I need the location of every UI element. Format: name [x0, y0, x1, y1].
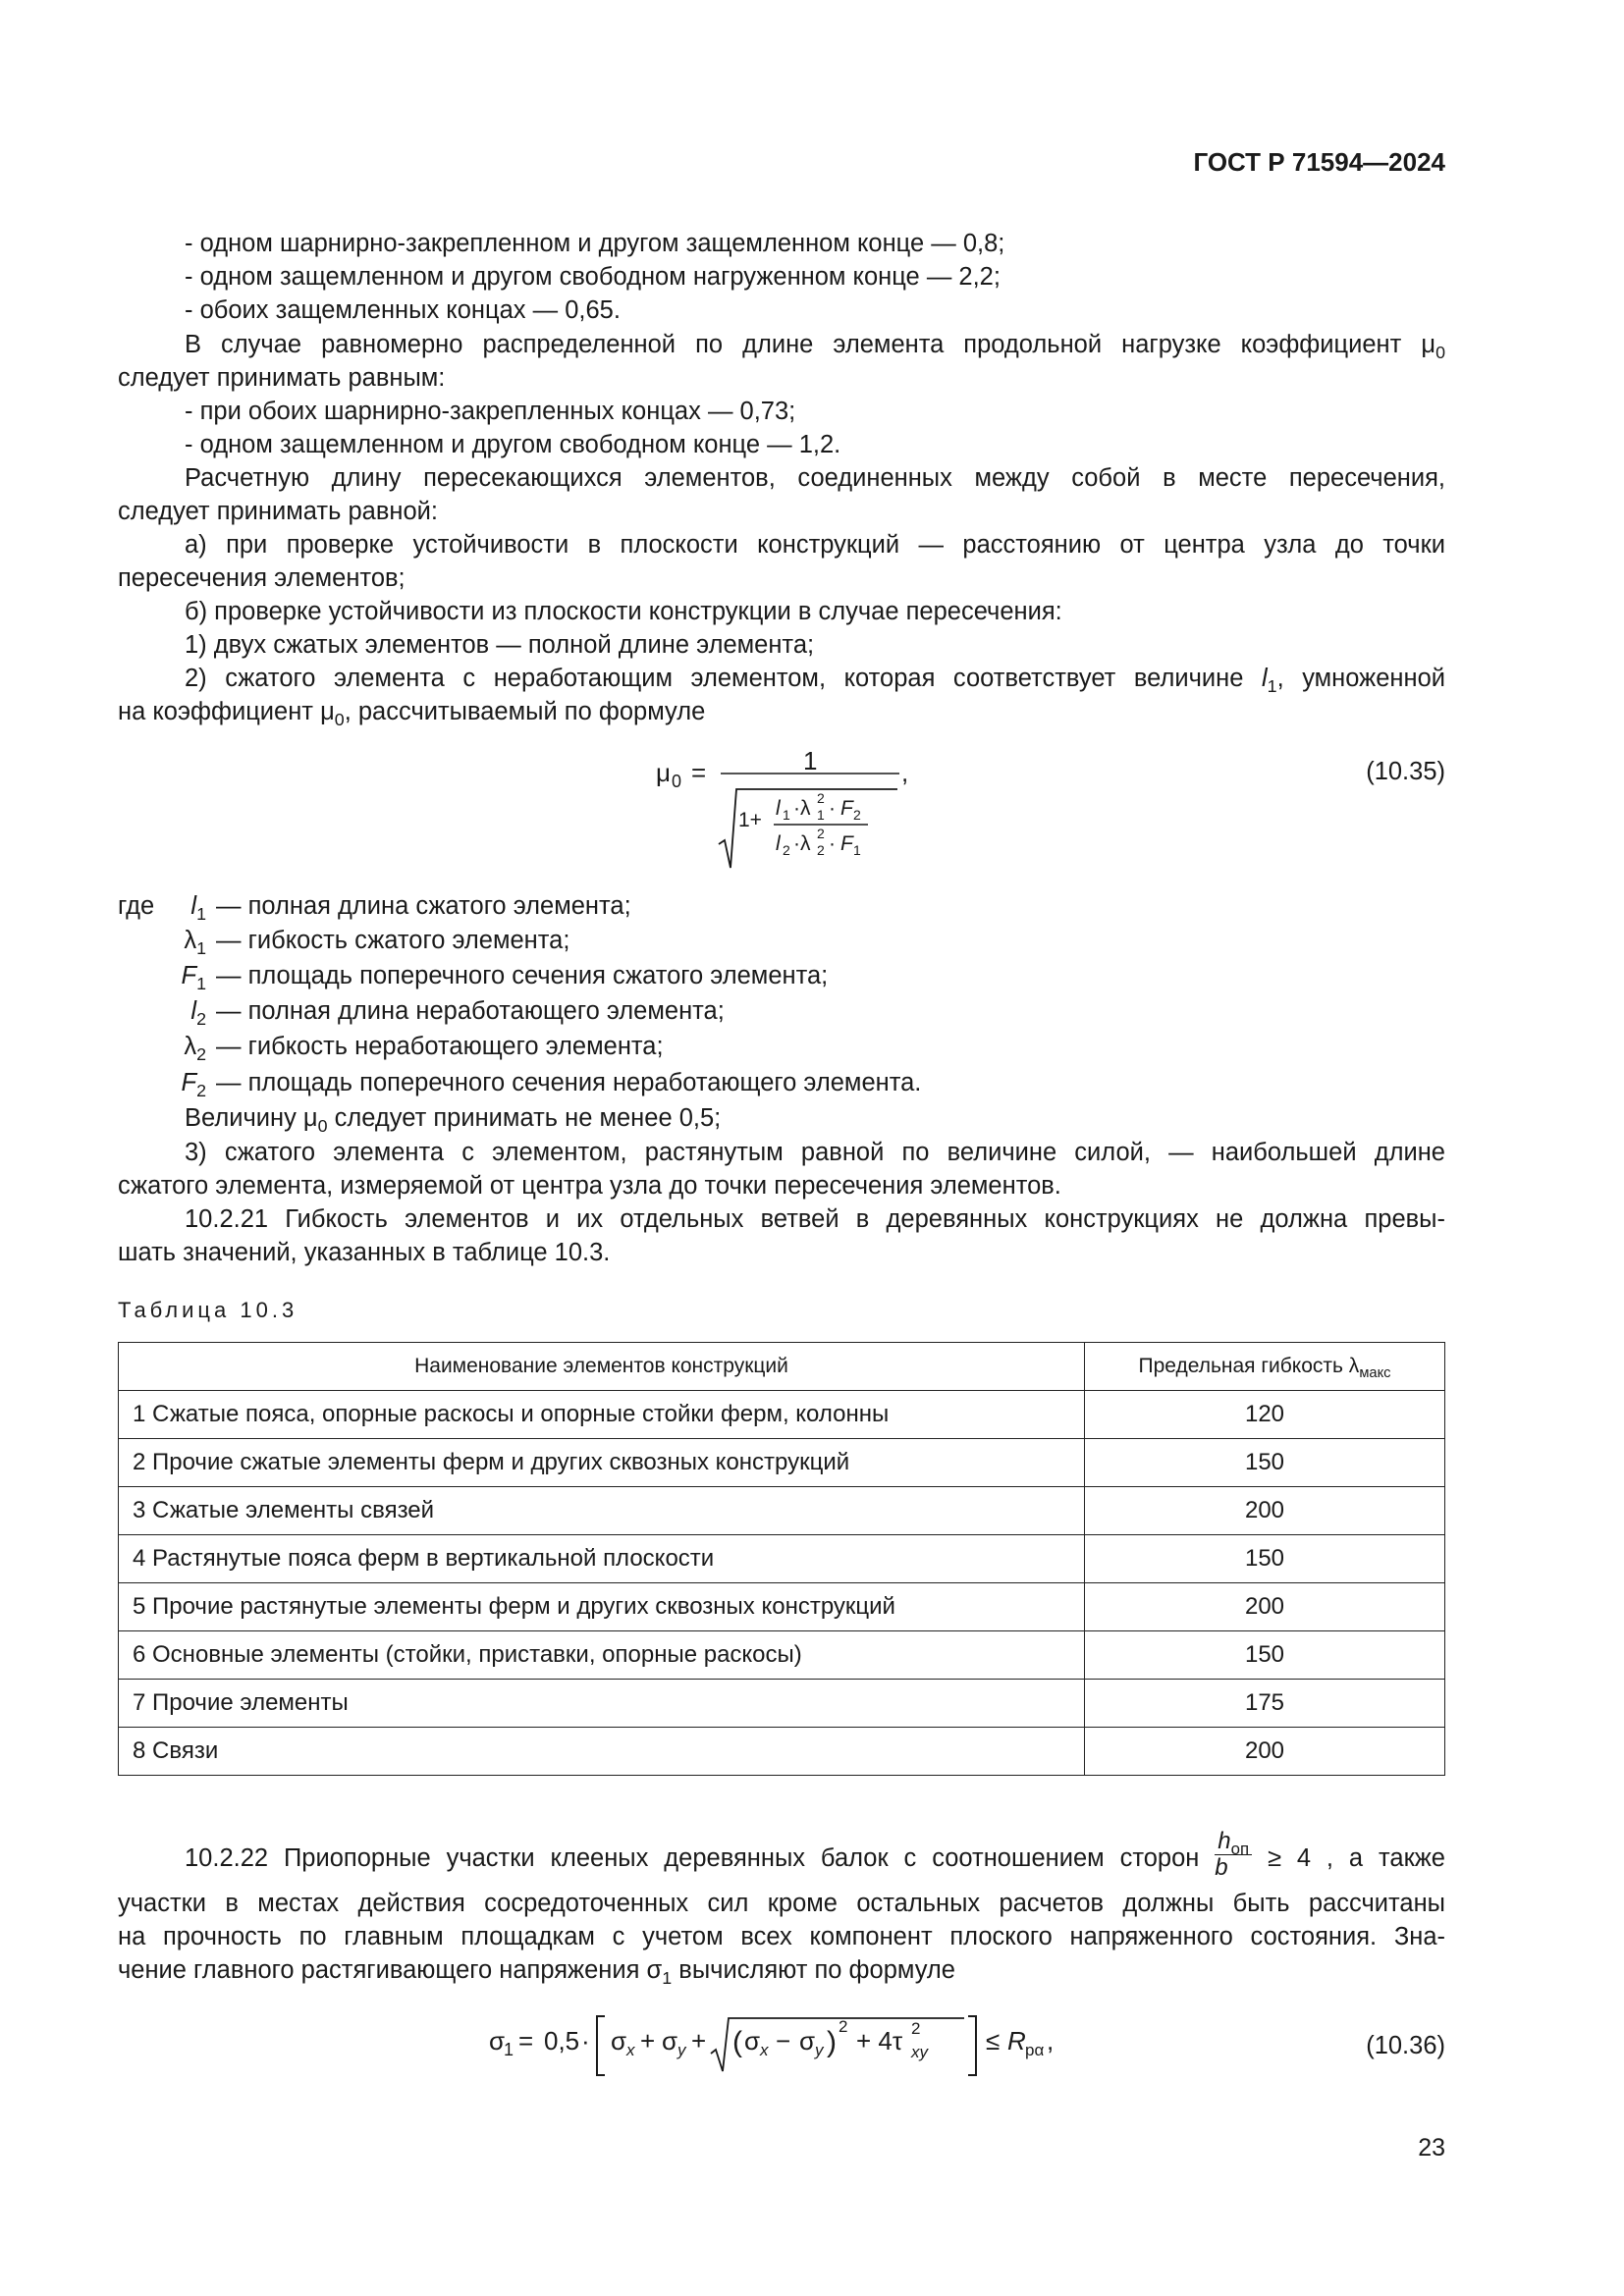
list-item: 1) двух сжатых элементов — полной длине элемента;: [185, 631, 815, 659]
list-item: - одном защемленном и другом свободном нагруженном конце — 2,2;: [185, 263, 1001, 291]
svg-text:): ): [827, 2026, 837, 2058]
svg-text:F: F: [840, 832, 853, 855]
svg-text:2: 2: [853, 807, 861, 823]
svg-text:+ 4τ: + 4τ: [856, 2026, 903, 2056]
cell-value: 150: [1085, 1631, 1445, 1680]
svg-text:y: y: [815, 2041, 824, 2059]
formula-one-plus: 1+: [738, 809, 762, 831]
formula-10-35-graphic: [652, 746, 937, 883]
svg-text:μ: μ: [656, 758, 671, 787]
formula-10-35: [652, 746, 937, 890]
cell-name: 7 Прочие элементы: [119, 1680, 1085, 1728]
svg-text:σ: σ: [489, 2026, 506, 2056]
paragraph-line: следует принимать равным:: [118, 364, 446, 392]
cell-name: 4 Растянутые пояса ферм в вертикальной плоскости: [119, 1535, 1085, 1583]
svg-text:,: ,: [901, 758, 909, 787]
cell-value: 175: [1085, 1680, 1445, 1728]
document-code: ГОСТ Р 71594—2024: [1193, 147, 1445, 177]
paragraph-line: 2) сжатого элемента с неработающим элементом, которая соответствует величине $l_1$, умноженной: [185, 665, 1445, 697]
svg-text:2: 2: [817, 826, 825, 841]
where-lead: где: [118, 892, 155, 920]
svg-text:2: 2: [839, 2017, 848, 2036]
cell-value: 200: [1085, 1487, 1445, 1535]
cell-name: 1 Сжатые пояса, опорные раскосы и опорные стойки ферм, колонны: [119, 1391, 1085, 1439]
paragraph-line: Величину $\mu_0$ следует принимать не менее 0,5;: [185, 1104, 722, 1137]
table-row: [119, 1728, 1445, 1776]
equation-number: (10.36): [1366, 2032, 1445, 2059]
table-row: [119, 1631, 1445, 1680]
list-item: - при обоих шарнирно-закрепленных концах — 0,73;: [185, 398, 796, 425]
cell-value: 200: [1085, 1728, 1445, 1776]
paragraph-line: а) при проверке устойчивости в плоскости конструкций — расстоянию от центра узла до точки: [185, 531, 1445, 559]
svg-text:·: ·: [581, 2026, 590, 2056]
list-item: - одном защемленном и другом свободном конце — 1,2.: [185, 431, 841, 458]
paragraph-line: б) проверке устойчивости из плоскости конструкции в случае пересечения:: [185, 598, 1062, 625]
svg-text:=: =: [518, 2026, 534, 2056]
svg-text:σ: σ: [744, 2026, 761, 2056]
svg-text:·: ·: [829, 832, 836, 855]
svg-text:1: 1: [853, 842, 861, 858]
cell-value: 200: [1085, 1583, 1445, 1631]
cell-name: 6 Основные элементы (стойки, приставки, опорные раскосы): [119, 1631, 1085, 1680]
list-item: - обоих защемленных концах — 0,65.: [185, 296, 621, 324]
cell-name: 8 Связи: [119, 1728, 1085, 1776]
cell-name: 5 Прочие растянутые элементы ферм и других сквозных конструкций: [119, 1583, 1085, 1631]
svg-text:x: x: [760, 2041, 769, 2059]
svg-text:−: −: [776, 2026, 791, 2056]
cell-name: 2 Прочие сжатые элементы ферм и других сквозных конструкций: [119, 1439, 1085, 1487]
table-row: [119, 1487, 1445, 1535]
svg-text:·: ·: [829, 797, 836, 820]
svg-text:≤: ≤: [986, 2026, 1001, 2056]
svg-text:pα: pα: [1025, 2041, 1045, 2059]
svg-text:y: y: [677, 2041, 686, 2059]
cell-value: 120: [1085, 1391, 1445, 1439]
table-caption: Таблица 10.3: [118, 1298, 298, 1322]
svg-text:(: (: [732, 2026, 742, 2058]
cell-value: 150: [1085, 1535, 1445, 1583]
svg-text:xy: xy: [911, 2043, 928, 2061]
cell-name: 3 Сжатые элементы связей: [119, 1487, 1085, 1535]
formula-10-36: [487, 2004, 1076, 2090]
paragraph-line: 10.2.22 Приопорные участки клееных деревянных балок с соотношением сторон $\frac{h_{оп}}{b}$ ≥ 4 , а также: [185, 1828, 1445, 1881]
equation-number: (10.35): [1366, 758, 1445, 785]
paragraph-line: чение главного растягивающего напряжения $\sigma_1$ вычисляют по формуле: [118, 1956, 955, 1989]
paragraph-line: участки в местах действия сосредоточенных сил кроме остальных расчетов должны быть рассчитаны: [118, 1890, 1445, 1917]
page-number: 23: [1418, 2134, 1445, 2162]
formula-coefficient: 0,5: [544, 2026, 580, 2056]
paragraph-line: Расчетную длину пересекающихся элементов, соединенных между собой в месте пересечения,: [185, 464, 1445, 492]
svg-text:+: +: [640, 2026, 656, 2056]
svg-text:2: 2: [817, 790, 825, 806]
svg-text:2: 2: [783, 842, 790, 858]
paragraph-line: пересечения элементов;: [118, 564, 406, 592]
svg-text:1: 1: [817, 807, 825, 823]
table-row: [119, 1583, 1445, 1631]
paragraph-line: сжатого элемента, измеряемой от центра узла до точки пересечения элементов.: [118, 1172, 1061, 1200]
paragraph-line: 10.2.21 Гибкость элементов и их отдельных ветвей в деревянных конструкциях не должна превы-: [185, 1205, 1445, 1233]
column-header: Наименование элементов конструкций: [119, 1343, 1085, 1391]
formula-10-36-graphic: [487, 2004, 1076, 2083]
paragraph-line: на коэффициент $\mu_0$, рассчитываемый по формуле: [118, 698, 706, 730]
svg-text:2: 2: [911, 2019, 921, 2038]
paragraph-line: следует принимать равной:: [118, 498, 438, 525]
svg-text:1: 1: [504, 2040, 514, 2059]
svg-text:l: l: [776, 832, 781, 855]
svg-text:1: 1: [783, 807, 790, 823]
list-item: - одном шарнирно-закрепленном и другом защемленном конце — 0,8;: [185, 230, 1005, 257]
paragraph-line: 3) сжатого элемента с элементом, растянутым равной по величине силой, — наибольшей длине: [185, 1139, 1445, 1166]
table-row: [119, 1439, 1445, 1487]
svg-text:·λ: ·λ: [793, 797, 811, 820]
formula-numerator: 1: [803, 746, 818, 775]
svg-text:F: F: [840, 797, 853, 820]
table-row: [119, 1391, 1445, 1439]
svg-text:,: ,: [1047, 2026, 1055, 2056]
column-header: Предельная гибкость $\lambda_{макс}$: [1085, 1343, 1445, 1391]
svg-text:σ: σ: [799, 2026, 816, 2056]
svg-text:·λ: ·λ: [793, 832, 811, 855]
table-row: [119, 1680, 1445, 1728]
paragraph-line: на прочность по главным площадкам с учетом всех компонент плоского напряженного состояния. Зна-: [118, 1923, 1445, 1950]
svg-text:2: 2: [817, 842, 825, 858]
svg-text:σ: σ: [662, 2026, 678, 2056]
table-row: [119, 1535, 1445, 1583]
svg-text:l: l: [776, 797, 781, 820]
svg-text:x: x: [626, 2041, 635, 2059]
table-10-3: [118, 1342, 1445, 1776]
cell-value: 150: [1085, 1439, 1445, 1487]
svg-text:=: =: [691, 758, 707, 787]
svg-text:σ: σ: [611, 2026, 627, 2056]
paragraph-line: шать значений, указанных в таблице 10.3.: [118, 1239, 611, 1266]
svg-text:+: +: [691, 2026, 707, 2056]
table-header-row: [119, 1343, 1445, 1391]
svg-text:0: 0: [672, 772, 682, 791]
svg-text:R: R: [1007, 2026, 1026, 2056]
paragraph-line: В случае равномерно распределенной по длине элемента продольной нагрузке коэффициент $\mu_0$: [185, 331, 1445, 363]
